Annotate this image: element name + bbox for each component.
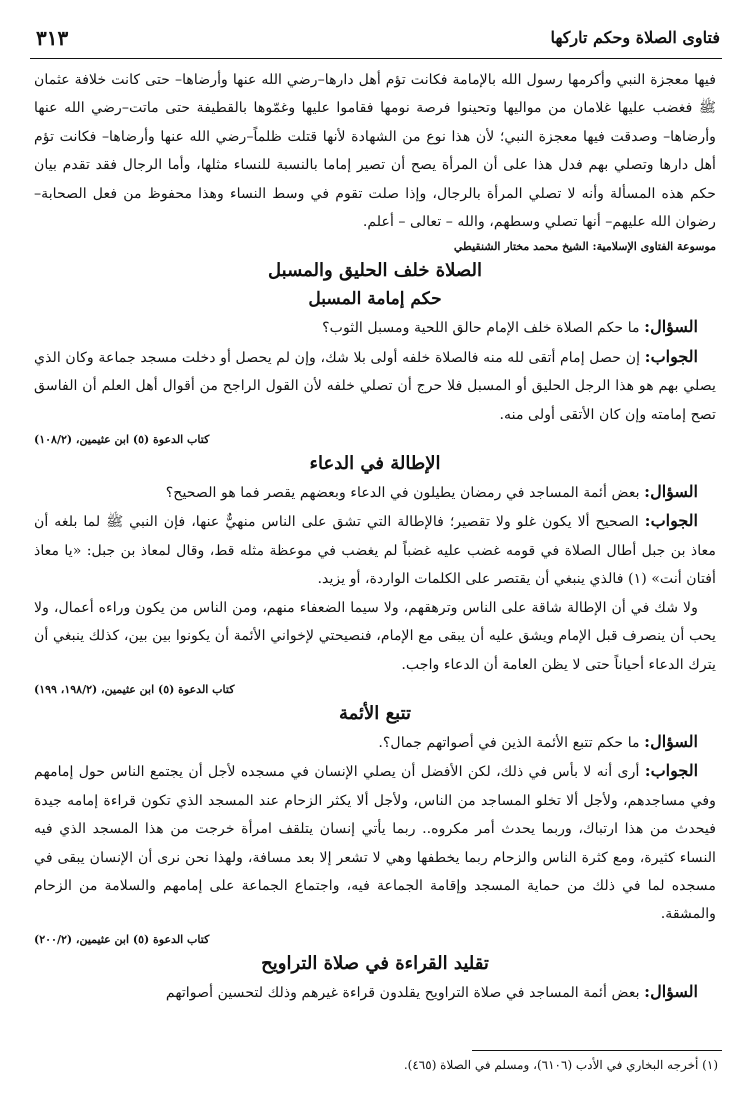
paragraph: ولا شك في أن الإطالة شاقة على الناس وترهقهم، ولا سيما الضعفاء منهم، ومن الناس من يكون وراءه أعمال، ولا يحب أن ينصرف قبل الإمام ويشق عليه أن يبقى مع الإمام، فنصيحتي لإخواني الأئمة أن يكونوا بين بين، كذلك ينبغي أن يترك الدعاء أحياناً حتى لا يظن العامة أن الدعاء واجب.	[34, 599, 716, 673]
answer-text: إن حصل إمام أتقى لله منه فالصلاة خلفه أولى بلا شك، وإن لم يحصل أو دخلت مسجد جماعة وكان الذي يصلي بهم هو هذا الرجل الحليق أو المسبل فلا حرج أن تصلي خلفه لأن القول الراجح من أقوال أهل العلم أن الفاسق تصح إمامته وإن كان الأتقى أولى منه.	[34, 349, 716, 423]
question-text: بعض أئمة المساجد في رمضان يطيلون في الدعاء وبعضهم يقصر فما هو الصحيح؟	[165, 485, 640, 502]
footnote: (١) أخرجه البخاري في الأدب (٦١٠٦)، ومسلم في الصلاة (٤٦٥).	[403, 1058, 718, 1072]
question	[34, 313, 716, 342]
source-citation: كتاب الدعوة (٥) ابن عثيمين، (٢٠٠/٢)	[34, 932, 210, 946]
question	[34, 978, 716, 1007]
answer	[34, 757, 716, 928]
section-title: الصلاة خلف الحليق والمسبل	[268, 260, 482, 282]
section-title: تتبع الأئمة	[338, 702, 412, 724]
question	[34, 728, 716, 757]
question-text: ما حكم تتبع الأئمة الذين في أصواتهم جمال؟.	[378, 734, 640, 751]
question	[34, 478, 716, 507]
answer-text: الصحيح ألا يكون غلو ولا تقصير؛ فالإطالة التي تشق على الناس منهيٌّ عنها، فإن النبي ﷺ لما بلغه أن معاذ بن جبل أطال الصلاة في قومه غضب عليه غضباً لم يغضب في موعظة مثله قط، وقال لمعاذ بن جبل: «يا معاذ أفتان أنت» (١) فالذي ينبغي أن يقتصر على الكلمات الواردة، أو يزيد.	[34, 514, 716, 588]
section-title: تقليد القراءة في صلاة التراويح	[261, 952, 489, 974]
source-citation: كتاب الدعوة (٥) ابن عثيمين، (١٠٨/٢)	[34, 433, 210, 447]
page-body	[34, 66, 716, 1007]
paragraph: فيها معجزة النبي وأكرمها رسول الله بالإمامة فكانت تؤم أهل دارها–رضي الله عنها وأرضاها– حتى كانت خلافة عثمان ﷺ فغضب عليها غلامان من مواليها وتحينوا فرصة نومها فقاموا عليها وغمّوها بالقطيفة حتى ماتت–رضي الله عنها وأرضاها– وصدقت فيها معجزة النبي؛ لأن هذا نوع من الشهادة لأنها قتلت ظلماً–رضي الله عنها وأرضاها– فكانت تؤم أهل دارها وتصلي بهم فدل هذا على أن المرأة يصح أن تصير إماما بالنسبة للنساء مثلها، وأما الرجال فقد تقدم بيان حكم هذه المسألة وأنه لا تصلي المرأة بالرجال، وإذا صلت تقوم في وسط النساء وهذا محفوظ من فعل الصحابة–رضوان الله عليهم– أنها تصلي وسطهم، والله – تعالى – أعلم.	[34, 72, 716, 231]
footnote-rule	[472, 1050, 722, 1051]
source-citation: كتاب الدعوة (٥) ابن عثيمين، (١٩٨/٢، ١٩٩)	[34, 682, 235, 696]
section-subtitle: حكم إمامة المسبل	[308, 289, 442, 310]
book-page	[30, 26, 722, 1072]
section-title: الإطالة في الدعاء	[309, 453, 441, 475]
answer	[34, 343, 716, 429]
answer-label: الجواب:	[644, 346, 698, 366]
header-rule	[30, 58, 722, 59]
question-label: السؤال:	[644, 731, 698, 751]
running-title: فتاوى الصلاة وحكم تاركها	[550, 28, 720, 47]
question-label: السؤال:	[644, 981, 698, 1001]
page-header	[30, 28, 722, 54]
question-text: ما حكم الصلاة خلف الإمام حالق اللحية ومسبل الثوب؟	[322, 320, 640, 337]
question-label: السؤال:	[644, 482, 698, 502]
question-label: السؤال:	[644, 317, 698, 337]
answer-text: أرى أنه لا بأس في ذلك، لكن الأفضل أن يصلي الإنسان في مسجده لأجل أن يجتمع الناس حول إمامهم وفي مساجدهم، ولأجل ألا تخلو المساجد من الناس، ولأجل ألا يكثر الزحام عند المسجد الذي تكون قراءة إمامه جيدة فيحدث من هذا ارتباك، وربما يحدث أمر مكروه.. ربما يأتي إنسان يتلقف امرأة خرجت من هذا المسجد الذي فيه النساء كثيرة، ومع كثرة الناس والزحام ربما يخطفها وهي لا تشعر إلا بعد مسافة، ولهذا نحن نرى أن الإنسان يبقى في مسجده لما في ذلك من حماية المسجد وإقامة الجماعة فيه، واجتماع الجماعة على إمامهم والسلامة من الزحام والمشقة.	[34, 764, 716, 923]
answer	[34, 507, 716, 593]
source-citation: موسوعة الفتاوى الإسلامية: الشيخ محمد مختار الشنقيطي	[453, 240, 716, 254]
answer-label: الجواب:	[644, 511, 698, 531]
page-number: ٣١٣	[36, 26, 69, 50]
question-text: بعض أئمة المساجد في صلاة التراويح يقلدون قراءة غيرهم وذلك لتحسين أصواتهم	[165, 984, 640, 1001]
answer-label: الجواب:	[644, 761, 699, 781]
